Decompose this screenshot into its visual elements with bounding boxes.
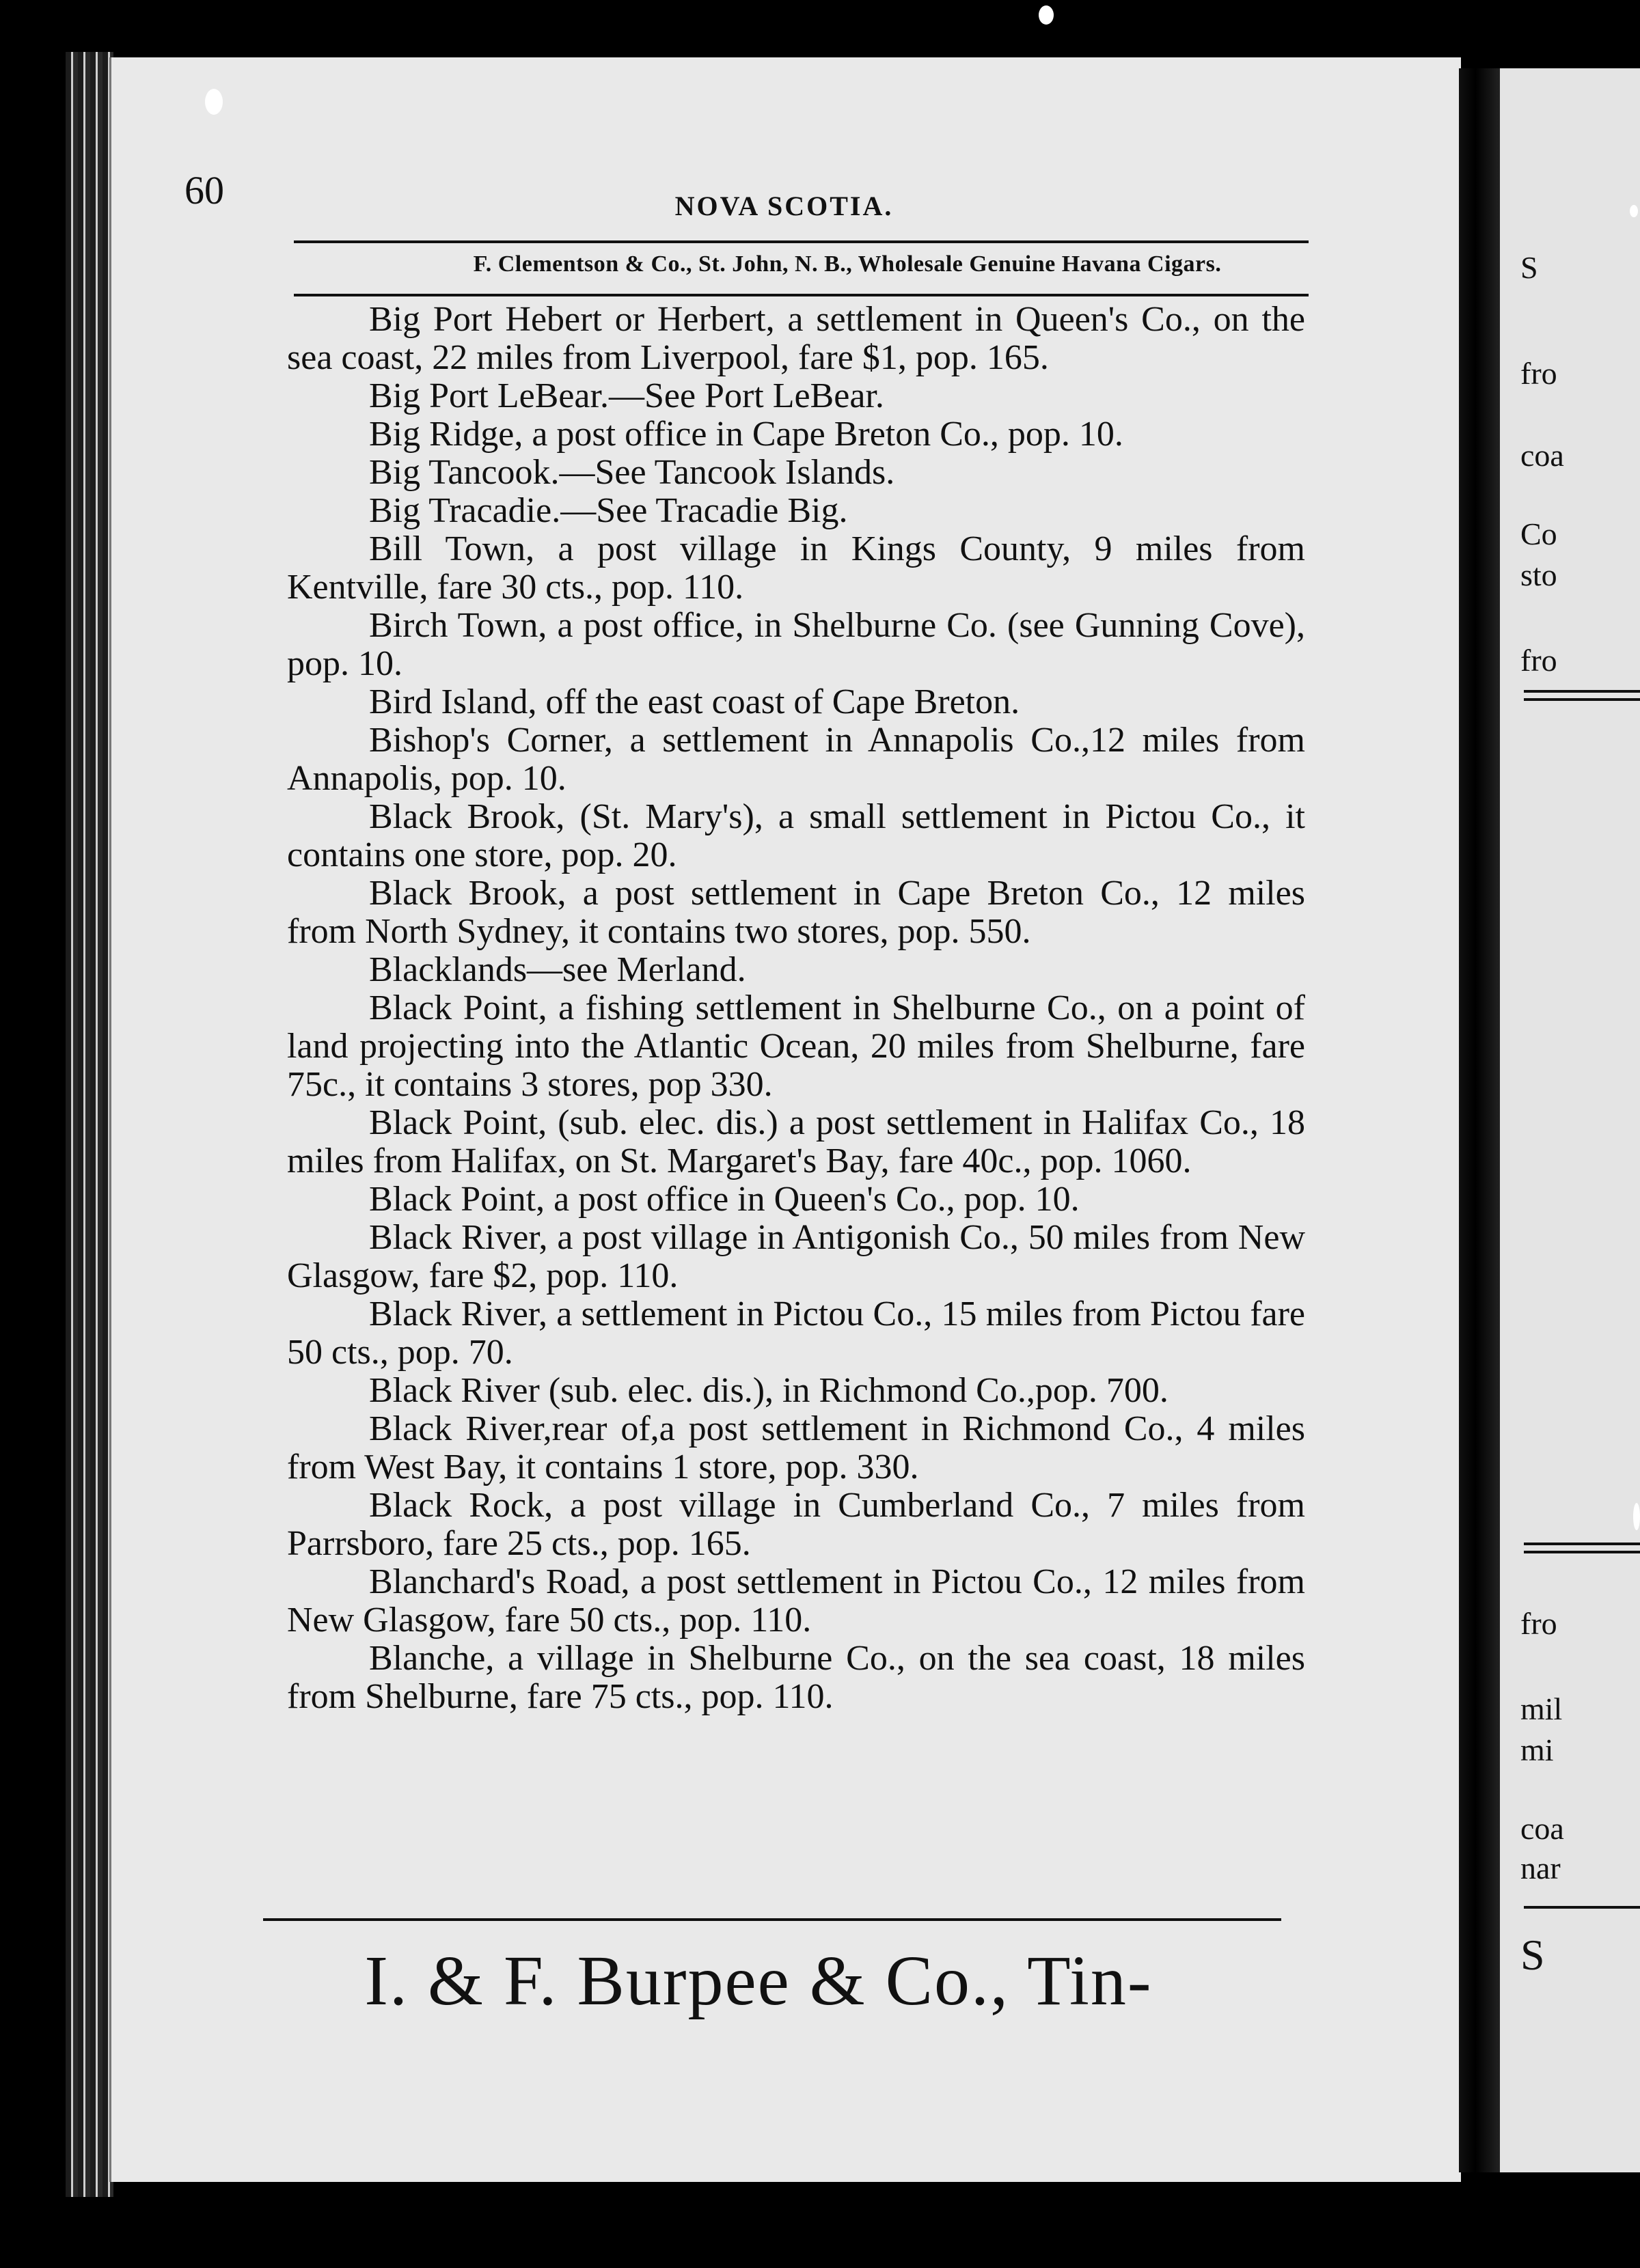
entry: Black Brook, (St. Mary's), a small settlement in Pictou Co., it contains one store, pop. 20. (287, 797, 1305, 874)
facing-page-fragment: sto (1520, 557, 1557, 592)
entry: Big Tracadie.—See Tracadie Big. (369, 491, 848, 530)
running-head: NOVA SCOTIA. (674, 191, 894, 221)
entry: Black Brook, a post settlement in Cape Breton Co., 12 miles from North Sydney, it contains two stores, pop. 550. (287, 874, 1305, 951)
entry: Black Rock, a post village in Cumberland Co., 7 miles from Parrsboro, fare 25 cts., pop. 165. (287, 1486, 1305, 1563)
entry: Blacklands—see Merland. (369, 950, 746, 989)
facing-page-rule (1524, 1906, 1640, 1909)
entry: Blanchard's Road, a post settlement in Pictou Co., 12 miles from New Glasgow, fare 50 cts., pop. 110. (287, 1562, 1305, 1640)
footer-advertisement: I. & F. Burpee & Co., Tin- (364, 1941, 1153, 2020)
entry: Blanche, a village in Shelburne Co., on the sea coast, 18 miles from Shelburne, fare 75 cts., pop. 110. (287, 1639, 1305, 1716)
facing-page-fragment: mil (1520, 1691, 1563, 1726)
entry: Black Point, a fishing settlement in Shelburne Co., on a point of land projecting into the Atlantic Ocean, 20 miles from Shelburne, fare 75c., it contains 3 stores, pop 330. (287, 988, 1305, 1104)
facing-page-fragment: fro (1520, 356, 1557, 391)
entry: Bird Island, off the east coast of Cape Breton. (369, 682, 1020, 721)
facing-page-fragment: mi (1520, 1732, 1554, 1767)
facing-page-fragment: coa (1520, 438, 1564, 473)
facing-page-rule (1524, 690, 1640, 693)
facing-page-fragment: S (1520, 1931, 1545, 1979)
paper-speck (205, 89, 223, 115)
paper-speck (1633, 1503, 1640, 1530)
entry: Black River, a settlement in Pictou Co., 15 miles from Pictou fare 50 cts., pop. 70. (287, 1295, 1305, 1372)
page-number: 60 (184, 168, 224, 212)
facing-page-fragment: coa (1520, 1811, 1564, 1846)
entry: Bill Town, a post village in Kings County, 9 miles from Kentville, fare 30 cts., pop. 110. (287, 529, 1305, 607)
entry: Big Ridge, a post office in Cape Breton Co., pop. 10. (369, 415, 1123, 454)
entry: Black River,rear of,a post settlement in Richmond Co., 4 miles from West Bay, it contains 1 store, pop. 330. (287, 1409, 1305, 1486)
facing-page-fragment: nar (1520, 1851, 1561, 1885)
facing-page-rule (1524, 1543, 1640, 1545)
paper-speck (1039, 5, 1054, 25)
header-advertisement: F. Clementson & Co., St. John, N. B., Wholesale Genuine Havana Cigars. (473, 251, 1222, 277)
header-rule-top (294, 240, 1309, 243)
facing-page-fragment: S (1520, 250, 1538, 285)
entry: Black River (sub. elec. dis.), in Richmond Co.,pop. 700. (369, 1371, 1168, 1410)
facing-page-fragment: fro (1520, 643, 1557, 678)
entry: Big Port Hebert or Herbert, a settlement in Queen's Co., on the sea coast, 22 miles from Liverpool, fare $1, pop. 165. (287, 300, 1305, 377)
book-edge (66, 52, 113, 2197)
entry: Birch Town, a post office, in Shelburne Co. (see Gunning Cove), pop. 10. (287, 606, 1305, 683)
entry: Bishop's Corner, a settlement in Annapolis Co.,12 miles from Annapolis, pop. 10. (287, 721, 1305, 798)
footer-rule (263, 1918, 1281, 1921)
entry: Big Port LeBear.—See Port LeBear. (369, 376, 884, 415)
entry: Black River, a post village in Antigonish Co., 50 miles from New Glasgow, fare $2, pop. 110. (287, 1218, 1305, 1295)
entry: Black Point, (sub. elec. dis.) a post settlement in Halifax Co., 18 miles from Halifax, on St. Margaret's Bay, fare 40c., pop. 1060. (287, 1103, 1305, 1180)
facing-page-rule (1524, 698, 1640, 701)
facing-page-rule (1524, 1551, 1640, 1553)
gazetteer-entries (287, 301, 1305, 1716)
facing-page-fragment: Co (1520, 516, 1557, 551)
entry: Big Tancook.—See Tancook Islands. (369, 453, 895, 492)
entry: Black Point, a post office in Queen's Co., pop. 10. (369, 1180, 1080, 1219)
book-gutter (1459, 68, 1500, 2172)
paper-speck (1630, 205, 1638, 217)
facing-page-fragment: fro (1520, 1606, 1557, 1641)
header-rule-bottom (294, 294, 1309, 296)
